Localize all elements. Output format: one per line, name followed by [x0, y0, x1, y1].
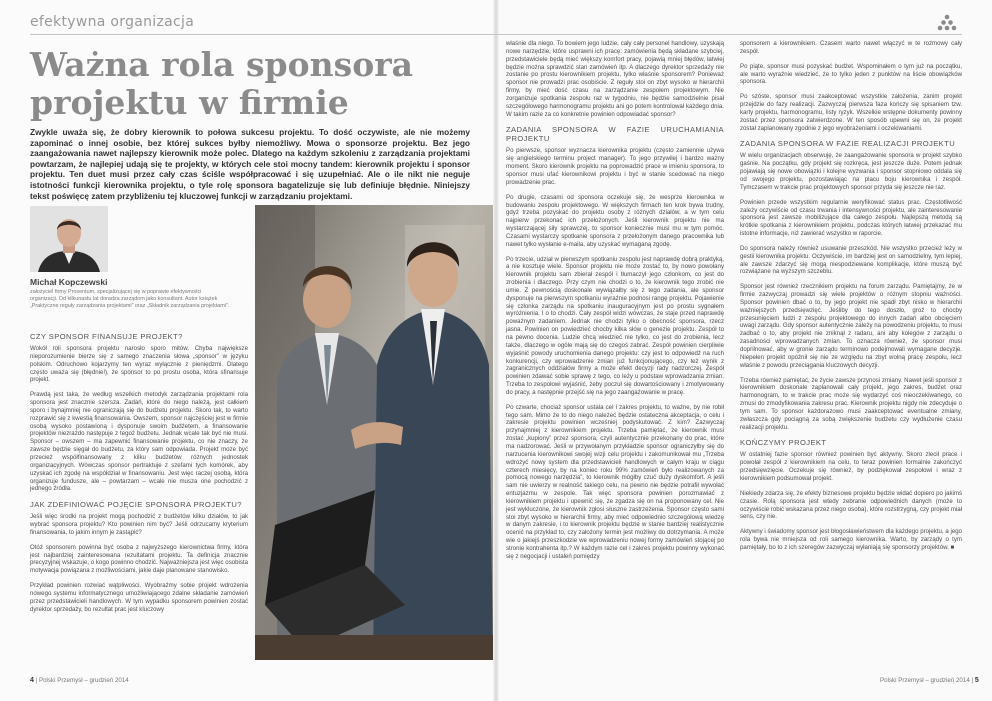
section-label: efektywna organizacja [30, 14, 195, 30]
paragraph: Otóż sponsorem powinna być osoba z najwyższego kierownictwa firmy, która jest najbardziej zainteresowana rezultatami projektu. Ta definicja znacznie precyzyjnej wskazuje, o kogo powinno chodzić. Najważniejsza jest więc osobista motywacja powiązana z możliwościami, jakie daje planowane stanowisko. [30, 543, 248, 575]
paragraph: Po czwarte, chociaż sponsor ustala cel i zakres projektu, to ważne, by nie robił tego sam. Mimo że to do niego należeć będzie ostateczna akceptacja, o celu i zakresie projektu powinien wcześniej podyskutować. Z kim? Zazwyczaj przynajmniej z kierownikiem projektu. Trzeba pamiętać, że kierownik musi zostać „kupiony” przez sponsora, czyli autentycznie przekonany do prac, które ma nadzorować. Jeśli w przywołanym przykładzie sponsor ograniczyłby się do narzucenia kierownikowi swojej wizji celu projektu i zakomunikował mu „Trzeba wdrożyć nowy system dla przedstawicieli handlowych w całym kraju w ciągu czterech miesięcy, by na koniec roku 99% zamówień było realizowanych za pomocą nowego narzędzia”, to kierownik mógłby czuć duży dyskomfort. A jeśli sam nie uwierzy w realność takiego celu, na pewno nie będzie potrafił wywołać entuzjazmu w zespole. Tak więc sponsora powinien porozmawiać z kierownikiem projektu i upewnić się, że zgadza się on na proponowany cel. Nie jest wykluczone, że kierownik zgłosi słuszne zastrzeżenia. Sponsor często sami stoi zbyt wysoko w hierarchii firmy, aby mieć odpowiednio szczegółową wiedzę w danym zakresie, i to kierownik projektu będzie w stanie bardziej realistycznie ocenić na przykład to, czy założony termin jest możliwy do dotrzymania. A może wie o jakiejś przeszkodzie we wprowadzeniu nowej formy zamówień stojącej po stronie kontrahenta itp.? W każdym razie cel i zakres projektu powinny wykonać się z negocjacji i ustaleń pomiędzy [506, 403, 724, 560]
paragraph: Po trzecie, udział w pierwszym spotkaniu zespołu jest naprawdę dobrą praktyką, a nie kosztuje wiele. Sponsor projektu nie może zostać to, by nowo powołany kierownik projektu sam zbierał zespół i tłumaczył jego członkom, co jest do zrobienia i dlaczego. Przy czym nie chodzi o to, że kierownik tego zrobić nie umie. Z pewnością doskonale wywiązałby się z tego zadania, ale sponsor dysponuje na pierwszym spotkaniu wyraźnie podnosi rangę projektu. Pojawienie się członka zarządu na spotkaniu inauguracyjnym jest po prostu sygnałem wyróżnienia. I o to chodzi. Cały zespół widzi wówczas, że staje przed naprawdę poważnym zadaniem. Jednak nie chodzi tylko o obecność sponsora, rzecz jasna. Powinien on powiedzieć chocby kilka słów o genezie projektu. Zespół to na pewno docenia. Ludzie chcą wiedzieć nie tylko, co jest do zrobienia, lecz także, dlaczego w ogóle mają się do czegoś zabrać. Zespół powinien cierpliwie wyjaśnić powody uruchomienia danego projektu: czy jest to odpowiedź na ruch konkurencji, czy wprowadzenie zmian już funkcjonującego, czy też wynik z zagranicznych oddziałów firmy a może efekt decyzji rady nadzorczej. Zespół powinien zdawać sobie sprawę z tego, co leży u podstaw wprowadzania zmian. Trzeba to zespołowi wyjaśnić, żeby poczuł się dowartościowany i zmotywowany do pracy, a następnie przejść się na jego zaangażowanie w pracę. [506, 255, 724, 396]
paragraph: Wokół roli sponsora projektu narosło sporo mitów. Chyba największe nieporozumienie bierze się z samego znaczenia słowa „sponsor” w języku polskim. Odruchowo kojarzymy ten wyraz wyłącznie z pieniędzmi. Dlatego często uważa się (błędnie!), że sponsor to po prostu osoba, która sfinansuje projekt. [30, 345, 248, 384]
author-photo [30, 206, 108, 272]
paragraph: Po pierwsze, sponsor wyznacza kierownika projektu (często zamiennie używa się angielskiego terminu project manager). To jego przywilej i bardzo ważny moment. Skoro kierownik projektu na poprowadzić prace w imieniu sponsora, to sponsor musi ufać kierownikowi projektu i być w stanie scedować na niego prowadzenie prac. [506, 147, 724, 186]
paragraph: sponsorem a kierownikiem. Czasem warto nawet włączyć w te rozmowy cały zespół. [740, 40, 962, 55]
subheading-sponsor-finances: CZY SPONSOR FINANSUJE PROJEKT? [30, 332, 183, 341]
author-bio: założyciel firmy Prosentum, specjalizującej się w poprawie efektywności organizacji. Od kilkunastu lat doradza zarządom jako konsultant. Autor książek „Praktyczne reguły zarządzania projektami” oraz „Składnik zarządzania projektami”. [30, 289, 230, 309]
paragraph: W ostatniej fazie sponsor również powinien być aktywny. Skoro zlecił prace i powołał zespół z kierownikiem na celu, to teraz powinien formalnie zakończyć przedsięwzięcie. Oczekuje się również, by podziękował zespołowi i wraz z kierownikiem podsumował projekt. [740, 451, 962, 482]
paragraph: Po szóste, sponsor musi zaakceptować wszystkie założenia, zanim projekt przejdzie do fazy realizacji. Zazwyczaj pierwsza faza kończy się spisaniem tzw. karty projektu, harmonogramu, listy ryzyk. Wszelkie wstępne dokumenty powinny zostać przez sponsora zatwierdzone. W ten sposób upewni się on, że projekt został zaplanowany zgodnie z jego wyobrażeniami i oczekiwaniami. [740, 93, 962, 132]
page-gutter [493, 0, 499, 701]
paragraph: Jeśli więc środki na projekt mogą pochodzić z budżetów kilku działów, to jak wybrać sponsora projektu? Kto powinien nim być? Jeśli odrzucamy kryterium finansowania, to jakim innym je zastąpić? [30, 513, 248, 536]
magazine-logo-icon [936, 12, 958, 34]
paragraph: Przykład powinien rozwiać wątpliwości. Wyobraźmy sobie projekt wdrożenia nowego systemu informatycznego umożliwiającego zdalne składanie zamówień przez przedstawicieli handlowych. W tym wypadku sponsorem powinien zostać dyrektor sprzedaży, bo rezultat prac jest kluczowy [30, 582, 248, 613]
header-rule [30, 34, 962, 35]
headline-line-1: Ważna rola sponsora [30, 45, 413, 84]
article-column-1 [30, 330, 248, 620]
subheading-closing-project: KOŃCZYMY PROJEKT [740, 438, 827, 448]
article-column-2 [506, 40, 724, 568]
footer-left: 4 | Polski Przemysł – grudzień 2014 [30, 677, 129, 684]
paragraph: Po piąte, sponsor musi pozyskać budżet. Wspominałem o tym już na początku, ale warto wyraźnie wiedzieć, że to tylko jeden z punktów na liście obowiązków sponsora. [740, 62, 962, 86]
article-headline [30, 46, 430, 122]
publication-name-right: Polski Przemysł – grudzień 2014 [880, 677, 970, 684]
footer-right: Polski Przemysł – grudzień 2014 | 5 [880, 677, 979, 684]
headline-line-2: projektu w firmie [30, 83, 349, 122]
paragraph: Do sponsora należy również usuwanie przeszkód. Nie wszystko przecież leży w gestii kierownika projektu. Oczywiście, im bardziej jest on samodzielny, tym lepiej, ale zawsze zdarzyć się mogą niespodziewane komplikacje, które muszą być rozwiązane na wyższym szczeblu. [740, 244, 962, 276]
paragraph: Prawdą jest taka, że według wszelkich metodyk zarządzania projektami rola sponsora jest znacznie szersza. Zadań, które do niego należą, jest całkiem sporo i bynajmniej nie ograniczają się do budżetu projektu. Skoro tak, to warto rozprawić się z kwestią finansowania. Owszem, sponsor najczęściej jest w firmie osobą wysoko postawioną i dysponuje swoim budżetem, a finansowanie projektów niezrażdo następuje z tegoż budżetu. Jednak wcale tak być nie musi. Sponsor – owszem – ma zapewnić finansowanie projektu, co nie znaczy, że zawsze będzie sięgał do budżetu, za który sam odpowiada. Projekt może być przecież współfinansowany z kilku budżetów różnych jednostek organizacyjnych. Wówczas sponsor pertraktuje z szefami tych komórek, aby uzyskać ich zgodę na współdział w finansowaniu. Jest więc raczej osobą, która organizuje fundusze, ale – powtarzam – wcale nie musza one pochodzić z jednego źródła. [30, 391, 248, 493]
handshake-photo [255, 205, 493, 660]
author-name: Michał Kopczewski [30, 277, 108, 287]
paragraph: W wielu organizacjach obserwuję, że zaangażowanie sponsora w projekt szybko gaśnie. Na początku, gdy projekt się rozkręca, jest jeszcze duże. Potem jednak pojawiają się nowe obowiązki i kolejne wyzwania i sponsor stopniowo oddala się od swojego projektu, pozostawiając na placu boju kierownika i zespół. Tymczasem w trakcie prac projektowych sponsor przyda się jeszcze nie raz. [740, 152, 962, 191]
paragraph: Po drugie, czasami od sponsora oczekuje się, że wesprze kierownika w budowaniu zespołu projektowego. W większych firmach ten krok bywa trudny, gdyż trzeba pozyskać do projektu osoby z różnych działów, a w tym celu najpierw przekonać ich przełożonych. Jeśli kierownik projektu nie ma wystarczającej siły sprawczej, to sponsor koniecznie musi mu w tym pomóc. Czasami wystarczy spotkanie sponsora z przełożonym danego pracownika lub nawet tylko wysłanie e-maila, aby uzyskać wymaganą zgodę. [506, 193, 724, 248]
article-lead: Zwykle uważa się, że dobry kierownik to połowa sukcesu projektu. To dość oczywiste, ale nie możemy zapominać o innej osobie, bez której sukces byłby niemożliwy. Mowa o sponsorze projektu. Bez jego zaangażowania nawet najlepszy kierownik może polec. Dlatego na każdym szkoleniu z zarządzania projektami powtarzam, że najlepiej udają się te projekty, w których cele stoi mocny tandem: kierownik projektu i sponsor projektu. Ten duet musi przez cały czas ściśle współpracować i się uzupełniać. Ale o ile nikt nie neguje istotności funkcji kierownika projektu, o tyle rolę sponsora bagatelizuje się lub definiuje błędnie. Niniejszy tekst poświęcę zatem przybliżeniu tej kluczowej funkcji w zarządzaniu projektami. [30, 127, 470, 201]
paragraph: Niekiedy zdarza się, że efekty biznesowe projektu będzie widać dopiero po jakimś czasie. Rolą sponsora jest wtedy zebranie odpowiednich danych (może to oczywiście robić wskazana przez niego osoba), które rozstrzygną, czy projekt miał sens, czy nie. [740, 489, 962, 521]
paragraph: Sponsor jest również rzecznikiem projektu na forum zarządu. Pamiętajmy, że w firmie zazwyczaj prowadzi się wiele projektów o różnym stopniu ważności. Sponsor powinien dbać o to, by jego projekt nie spadł zbyt nisko w hierarchii ważniejszych przedsięwzięć. Jeśliby do tego doszło, groź to chocby przesunięciem ludzi z zespołu projektowego do innych zadań albo obcięciem uwagi zarządu. Gdy sponsor autentycznie zależy na powodzeniu projektu, to musi zadbać o to, aby projekt nie zniknął z radaru, ani aby kolegów z zarządu o zasadności wprowadzanych zmian. To oznacza również, że sponsor musi doprilnować, aby w gronie zarządu terminowo podejmowali wymagane decyzje. Niepełen projekt opóźnił się nie ze względu na zbyt wolną pracę zespołu, lecz właśnie z powodu przeciągania kluczowych decyzji. [740, 283, 962, 369]
paragraph: Aktywny i świadomy sponsor jest błogosławieństwem dla każdego projektu, a jego rola bywa nie mniejsza od roli samego kierownika. Warto, by zarządy o tym pamiętały, bo to z ich szeregów zazwyczaj wyłaniają się sponsorzy projektów. ■ [740, 528, 962, 551]
paragraph: właśnie dla niego. To bowiem jego ludzie, cały cały personel handlowy, uzyskają nowe narzędzie, które usprawni ich pracę: zamówienia będą składane szybciej, przedstawiciele będą mieć większy komfort pracy, pojawią mniej błędów, łatwiej będzie można sprawdzić stan zamówień itp. A dlaczego dyrektor sprzedaży nie zostanie po prostu kierownikiem projektu, tylko właśnie sponsorem? Ponieważ sponsor nie prowadzi prac osobiście. Z reguły stoi on zbyt wysoko w hierarchii firmy, by mieć dość czasu na zarządzanie zespołem projektowym. Nie zorganizuje spotkania zespołu raz w tygodniu, nie będzie samodzielnie pisał szczegółowego harmonogramu projektu ani go potem kontrolował każdego dnia. W takim razie za co konkretnie powinien odpowiadać sponsor? [506, 40, 724, 118]
subheading-realization-phase: ZADANIA SPONSORA W FAZIE REALIZACJI PROJEKTU [740, 139, 956, 149]
subheading-define-sponsor: JAK ZDEFINIOWAĆ POJĘCIE SPONSORA PROJEKTU? [30, 500, 242, 510]
page-number-left: 4 [30, 677, 34, 684]
publication-name-left: Polski Przemysł – grudzień 2014 [38, 677, 129, 684]
article-column-3 [740, 40, 962, 559]
page-number-right: 5 [974, 677, 979, 684]
paragraph: Powinien przede wszystkim regularnie weryfikować status prac. Częstotliwość zależy oczywiście od czasu trwania i intensywności projektu, ale zainteresowanie sponsora jest zawsze mobilizujące dla całego zespołu. Najlepszą metodą są krótkie spotkania z kierownikiem projektu, podczas których łatwiej przekazać mu istotne informacje, niż zawierać wszystko w raporcie. [740, 198, 962, 238]
paragraph: Trzeba również pamiętać, że życie zawsze przynosi zmiany. Nawet jeśli sponsor z kierownikiem doskonale zaplanowali cały projekt, jego zakres, budżet oraz harmonogram, to w trakcie prac może się wydarzyć coś nieoczekiwanego, co zmusi do zmodyfikowania zakresu prac. Kierownik projektu nigdy nie zdecyduje o tym sam. To sponsor każdorazowo musi zaakceptować eventualne zmiany, zwłaszcza gdy pociągną za sobą zwiększenie budżetu czy wydłużenie czasu realizacji projektu. [740, 376, 962, 431]
subheading-launch-phase: ZADANIA SPONSORA W FAZIE URUCHAMIANIA PROJEKTU [506, 125, 724, 144]
